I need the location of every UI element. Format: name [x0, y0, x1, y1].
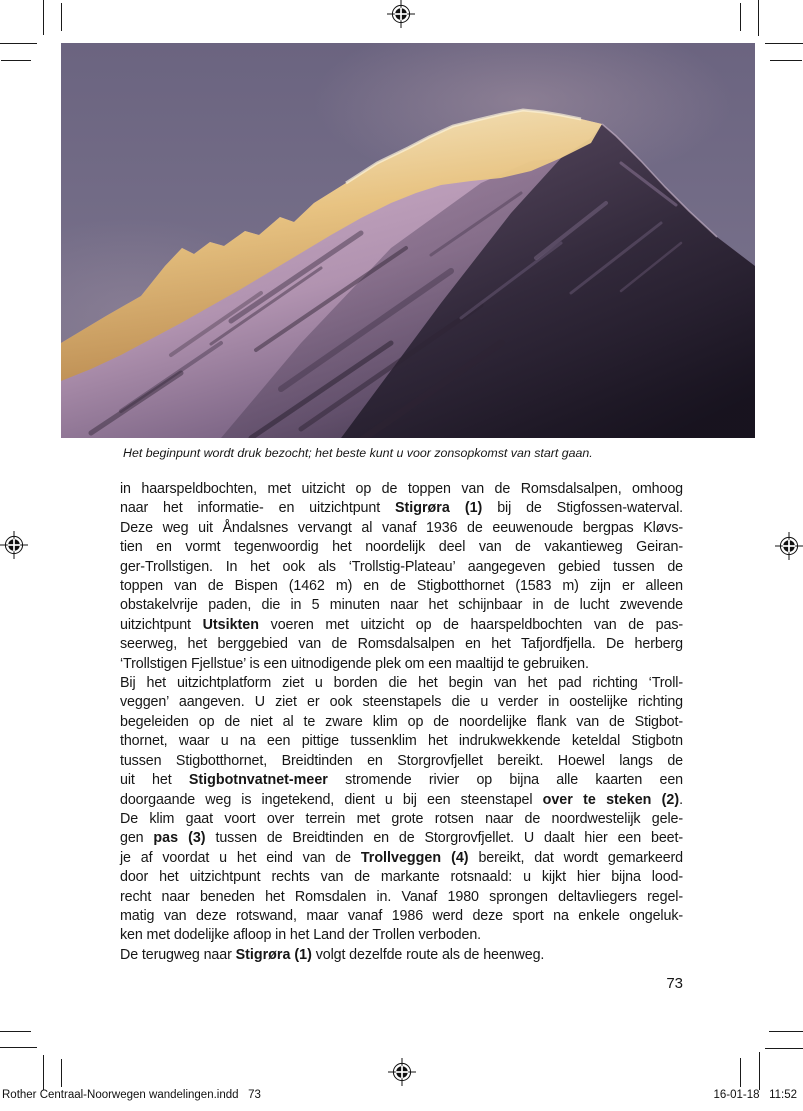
body-line: veggen’ aangeven. U ziet er ook steenstapels die u verder in oostelijke richting	[120, 694, 683, 711]
crop-mark	[765, 1048, 803, 1049]
registration-mark-icon	[0, 530, 29, 560]
footer-datetime: 16-01-18 11:52	[713, 1089, 797, 1101]
body-line: uit het Stigbotnvatnet-meer stromende rivier op bijna alle kaarten een	[120, 772, 683, 789]
crop-mark	[43, 1055, 44, 1090]
body-line: seerweg, het berggebied van de Romsdalsalpen en het Tafjordfjella. De herberg	[120, 636, 683, 653]
body-line: ger-Trollstigen. In het ook als ‘Trollstig-Plateau’ aangegeven gebied tussen de	[120, 558, 683, 575]
body-line: doorgaande weg is ingetekend, dient u bij een steenstapel over te steken (2).	[120, 791, 683, 808]
crop-mark	[765, 43, 803, 44]
crop-mark	[758, 0, 759, 36]
body-line: tien en vormt tegenwoordig het noordelijk deel van de vakantieweg Geiran-	[120, 539, 683, 556]
body-text	[120, 480, 683, 965]
body-line: De terugweg naar Stigrøra (1) volgt dezelfde route als de heenweg.	[120, 946, 545, 963]
body-line: gen pas (3) tussen de Breidtinden en de Storgrovfjellet. U daalt hier een beet-	[120, 830, 683, 847]
crop-mark	[61, 1059, 62, 1087]
body-line: obstakelvrije paden, die in 5 minuten naar het schijnbaar in de lucht zwevende	[120, 597, 683, 614]
mountain-photo	[61, 43, 755, 438]
body-line: tussen Stigbotthornet, Breidtinden en Storgrovfjellet bereikt. Hoewel langs de	[120, 752, 683, 769]
crop-mark	[0, 1047, 37, 1048]
crop-mark	[1, 60, 31, 61]
body-line: Bij het uitzichtplatform ziet u borden die het begin van het pad richting ‘Troll-	[120, 675, 683, 692]
body-line: je af voordat u het eind van de Trollveggen (4) bereikt, dat wordt gemarkeerd	[120, 849, 684, 866]
mountain-photo-art	[61, 43, 755, 438]
crop-mark	[43, 0, 44, 35]
crop-mark	[0, 43, 37, 44]
registration-mark-icon	[386, 0, 416, 29]
crop-mark	[740, 1058, 741, 1087]
body-line: naar het informatie- en uitzichtpunt Stigrøra (1) bij de Stigfossen-waterval.	[120, 500, 683, 517]
body-line: De klim gaat voort over terrein met grote rotsen naar de noordwestelijk gele-	[120, 810, 683, 827]
body-line: Deze weg uit Åndalsnes vervangt al vanaf 1936 de eeuwenoude bergpas Kløvs-	[120, 519, 683, 536]
crop-mark	[770, 60, 802, 61]
crop-mark	[740, 3, 741, 31]
crop-mark	[769, 1031, 803, 1032]
body-line: ‘Trollstigen Fjellstue’ is een uitnodigende plek om een maaltijd te gebruiken.	[120, 655, 589, 672]
body-line: ken met dodelijke afloop in het Land der Trollen verboden.	[120, 927, 482, 944]
crop-mark	[0, 1031, 31, 1032]
body-line: matig van deze rotswand, maar vanaf 1986 werd deze sport na enkele ongeluk-	[120, 907, 683, 924]
registration-mark-icon	[387, 1057, 417, 1087]
body-line: in haarspeldbochten, met uitzicht op de toppen van de Romsdalsalpen, omhoog	[120, 481, 683, 497]
body-line: toppen van de Bispen (1462 m) en de Stigbotthornet (1583 m) zijn er alleen	[120, 578, 683, 595]
body-line: thornet, waar u na een pittige tussenklim het indrukwekkende keteldal Stigbotn	[120, 733, 683, 750]
photo-caption: Het beginpunt wordt druk bezocht; het beste kunt u voor zonsopkomst van start gaan.	[123, 446, 593, 460]
body-line: door het uitzichtpunt rechts van de markante rotsnaald: u kijkt hier bijna lood-	[120, 869, 683, 886]
body-line: recht naar beneden het Romsdalen in. Vanaf 1980 sprongen deltavliegers regel-	[120, 888, 683, 905]
body-line: begeleiden op de niet al te zware klim op de noordelijke flank van de Stigbot-	[120, 713, 683, 730]
body-line: uitzichtpunt Utsikten voeren met uitzicht op de haarspeldbochten van de pas-	[120, 616, 683, 633]
crop-mark	[759, 1052, 760, 1090]
footer-filename: Rother Centraal-Noorwegen wandelingen.indd 73	[2, 1089, 261, 1101]
page-number: 73	[666, 975, 683, 992]
registration-mark-icon	[774, 531, 803, 561]
crop-mark	[61, 3, 62, 31]
